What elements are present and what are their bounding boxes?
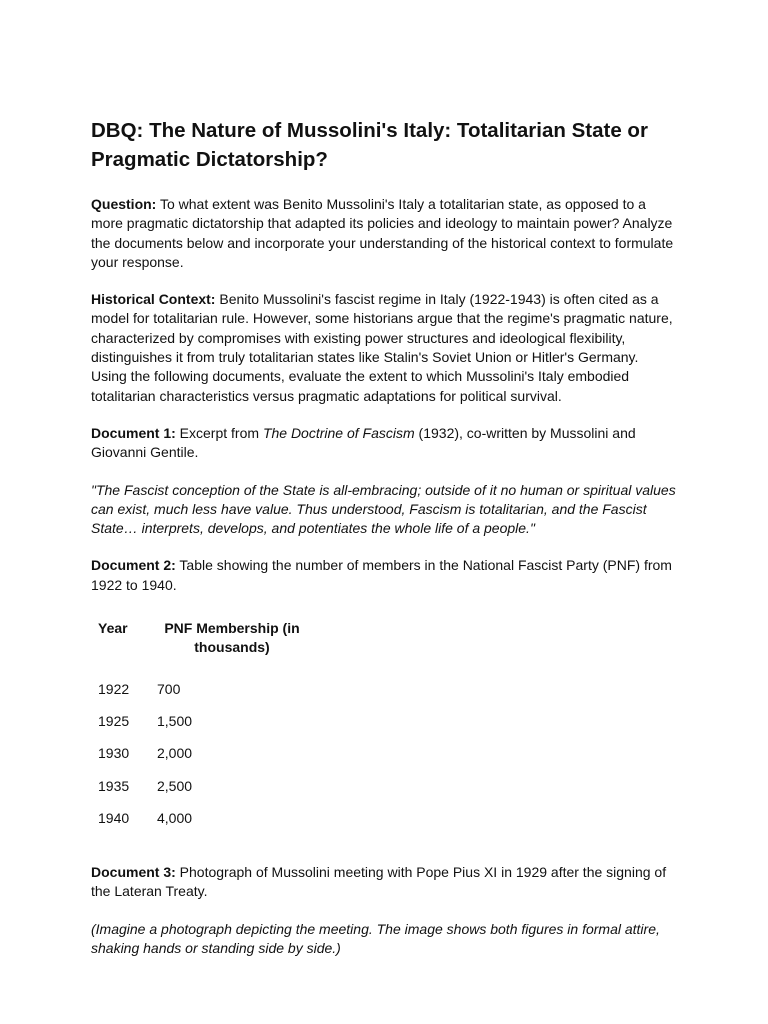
table-cell-membership: 1,500 bbox=[157, 712, 193, 729]
doc1-label: Document 1: bbox=[91, 424, 176, 441]
table-row bbox=[91, 777, 307, 809]
page-title: DBQ: The Nature of Mussolini's Italy: Totalitarian State or Pragmatic Dictatorship? bbox=[91, 119, 648, 171]
context-paragraph bbox=[91, 290, 678, 406]
table-row bbox=[91, 712, 307, 744]
doc1-post: (1932), co-written by Mussolini and Giovanni Gentile. bbox=[91, 424, 636, 461]
table-cell-membership: 4,000 bbox=[157, 809, 193, 826]
table-cell-year: 1922 bbox=[98, 680, 130, 697]
context-text: Benito Mussolini's fascist regime in Italy (1922-1943) is often cited as a model for totalitarian rule. However, some historians argue that the regime's pragmatic nature, characterized by compromises with existing power structures and ideological flexibility, distinguishes it from truly totalitarian states like Stalin's Soviet Union or Hitler's Germany. Using the following documents, evaluate the extent to which Mussolini's Italy embodied totalitarian characteristics versus pragmatic adaptations for political survival. bbox=[91, 291, 673, 404]
question-label: Question: bbox=[91, 196, 157, 212]
table-cell-year: 1935 bbox=[98, 777, 130, 794]
doc1-quote: "The Fascist conception of the State is all-embracing; outside of it no human or spiritual values can exist, much less have value. Thus understood, Fascism is totalitarian, and the Fascist State… interprets, develops, and potentiates the whole life of a people." bbox=[91, 481, 676, 537]
doc1-paragraph bbox=[91, 424, 678, 463]
doc3-note: (Imagine a photograph depicting the meeting. The image shows both figures in formal attire, shaking hands or standing side by side.) bbox=[91, 920, 660, 957]
doc2-label: Document 2: bbox=[91, 557, 176, 574]
table-header-row bbox=[91, 619, 307, 680]
doc3-label: Document 3: bbox=[91, 864, 176, 881]
doc3-paragraph bbox=[91, 863, 678, 902]
context-label: Historical Context: bbox=[91, 291, 216, 308]
table-row bbox=[91, 809, 307, 841]
table-row bbox=[91, 680, 307, 712]
doc1-work-title: The Doctrine of Fascism bbox=[262, 424, 415, 441]
table-row bbox=[91, 744, 307, 776]
table-cell-year: 1930 bbox=[98, 745, 130, 762]
doc2-text: Table showing the number of members in the National Fascist Party (PNF) from 1922 to 1940. bbox=[91, 557, 672, 593]
table-cell-year: 1925 bbox=[98, 712, 130, 729]
question-text: To what extent was Benito Mussolini's Italy a totalitarian state, as opposed to a more pragmatic dictatorship that adapted its policies and ideology to maintain power? Analyze the documents below and incorporate your understanding of the historical context to formulate your response. bbox=[91, 196, 674, 270]
table-cell-membership: 700 bbox=[157, 680, 181, 697]
doc3-text: Photograph of Mussolini meeting with Pope Pius XI in 1929 after the signing of the Lateran Treaty. bbox=[91, 864, 667, 900]
table-cell-membership: 2,500 bbox=[157, 777, 193, 794]
table-header-membership: PNF Membership (in thousands) bbox=[164, 620, 300, 656]
doc2-paragraph bbox=[91, 556, 678, 595]
doc1-pre: Excerpt from bbox=[175, 424, 263, 441]
table-header-year: Year bbox=[98, 620, 128, 637]
membership-table bbox=[91, 619, 307, 841]
table-cell-year: 1940 bbox=[98, 809, 130, 826]
question-paragraph bbox=[91, 195, 678, 272]
table-cell-membership: 2,000 bbox=[157, 745, 193, 762]
